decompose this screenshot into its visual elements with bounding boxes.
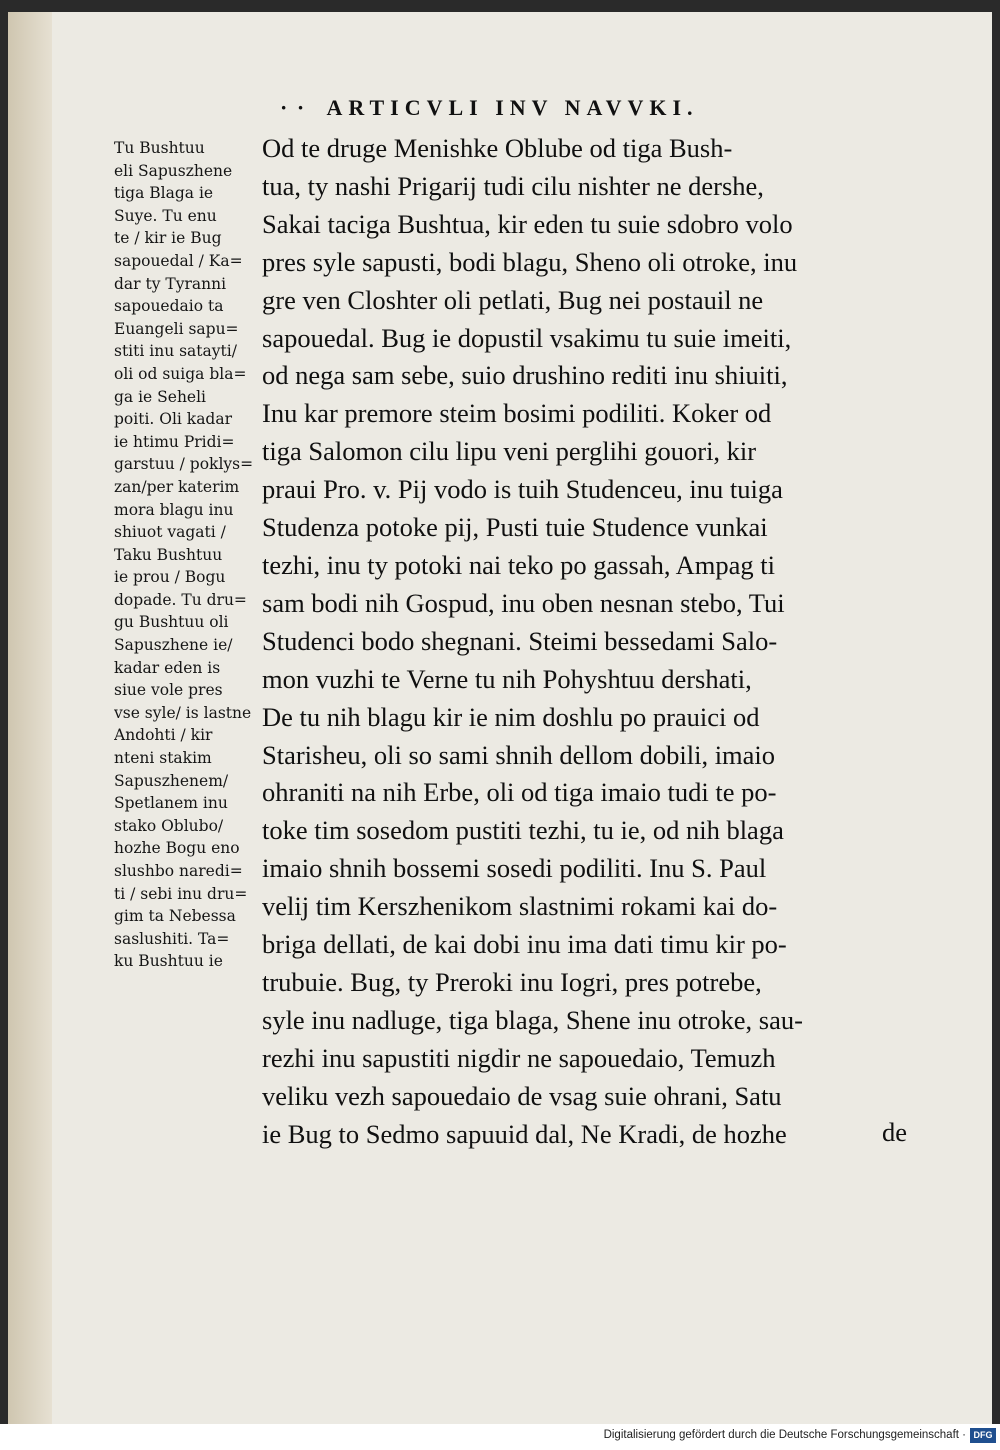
text-line: mon vuzhi te Verne tu nih Pohyshtuu dershati,: [262, 663, 752, 694]
header-title: ARTICVLI INV NAVVKI.: [326, 95, 699, 120]
gloss-line: sapouedal / Ka=: [114, 251, 243, 270]
gloss-line: nteni stakim: [114, 749, 212, 768]
gloss-line: ie prou / Bogu: [114, 568, 226, 587]
gloss-line: oli od suiga bla=: [114, 364, 247, 383]
gloss-line: Taku Bushtuu: [114, 545, 223, 564]
text-line: Od te druge Menishke Oblube od tiga Bush-: [262, 133, 733, 163]
gloss-line: saslushiti. Ta=: [114, 929, 230, 948]
running-header: [280, 95, 850, 121]
text-line: veliku vezh sapouedaio de vsag suie ohrani, Satu: [262, 1080, 782, 1111]
gloss-line: ti / sebi inu dru=: [114, 884, 248, 903]
text-line: syle inu nadluge, tiga blaga, Shene inu otroke, sau-: [262, 1004, 803, 1035]
gloss-line: gu Bushtuu oli: [114, 613, 229, 632]
gloss-line: sapouedaio ta: [114, 297, 224, 316]
gloss-line: stako Oblubo/: [114, 816, 224, 835]
text-line: trubuie. Bug, ty Preroki inu Iogri, pres potrebe,: [262, 966, 762, 997]
gloss-line: gim ta Nebessa: [114, 907, 236, 926]
text-line: imaio shnih bossemi sosedi podiliti. Inu S. Paul: [262, 853, 767, 884]
text-line: sapouedal. Bug ie dopustil vsakimu tu suie imeiti,: [262, 322, 792, 353]
main-text-column: [262, 130, 942, 1153]
text-line: tezhi, inu ty potoki nai teko po gassah, Ampag ti: [262, 549, 775, 580]
gloss-line: zan/per katerim: [114, 477, 240, 496]
text-line: Studenza potoke pij, Pusti tuie Studence vunkai: [262, 512, 768, 543]
gloss-line: shiuot vagati /: [114, 523, 226, 542]
text-line: Inu kar premore steim bosimi podiliti. Koker od: [262, 398, 772, 429]
dfg-logo: DFG: [970, 1428, 996, 1443]
text-line: velij tim Kerszhenikom slastnimi rokami kai do-: [262, 891, 778, 922]
text-line: rezhi inu sapustiti nigdir ne sapouedaio, Temuzh: [262, 1042, 776, 1073]
catchword: de: [882, 1117, 908, 1147]
gloss-line: stiti inu satayti/: [114, 342, 237, 361]
gloss-line: Sapuszhenem/: [114, 771, 229, 790]
text-line: ohraniti na nih Erbe, oli od tiga imaio tudi te po-: [262, 777, 777, 808]
gloss-line: Suye. Tu enu: [114, 206, 217, 225]
gloss-line: poiti. Oli kadar: [114, 410, 233, 429]
page-edge: [8, 12, 52, 1424]
gloss-line: ie htimu Pridi=: [114, 432, 235, 451]
gloss-line: tiga Blaga ie: [114, 184, 214, 203]
text-line: ie Bug to Sedmo sapuuid dal, Ne Kradi, de hozhe: [262, 1118, 787, 1149]
gloss-line: eli Sapuszhene: [114, 161, 233, 180]
text-line: gre ven Closhter oli petlati, Bug nei postauil ne: [262, 284, 764, 315]
gloss-line: garstuu / poklys=: [114, 455, 254, 474]
text-line: tiga Salomon cilu lipu veni perglihi gouori, kir: [262, 436, 757, 467]
gloss-line: siue vole pres: [114, 681, 223, 700]
gloss-line: mora blagu inu: [114, 500, 234, 519]
marginal-gloss: [114, 137, 264, 973]
gloss-line: dar ty Tyranni: [114, 274, 227, 293]
gloss-line: slushbo naredi=: [114, 862, 243, 880]
gloss-line: te / kir ie Bug: [114, 229, 222, 248]
gloss-line: ku Bushtuu ie: [114, 952, 223, 971]
gloss-line: kadar eden is: [114, 658, 221, 677]
gloss-line: Euangeli sapu=: [114, 319, 239, 338]
text-line: praui Pro. v. Pij vodo is tuih Studenceu, inu tuiga: [262, 474, 783, 505]
gloss-line: Spetlanem inu: [114, 794, 228, 813]
gloss-line: Sapuszhene ie/: [114, 636, 233, 655]
text-line: pres syle sapusti, bodi blagu, Sheno oli otroke, inu: [262, 246, 798, 277]
gloss-line: vse syle/ is lastne: [114, 703, 252, 722]
text-line: tua, ty nashi Prigarij tudi cilu nishter ne dershe,: [262, 170, 764, 201]
gloss-line: hozhe Bogu eno: [114, 839, 240, 858]
text-line: od nega sam sebe, suio drushino rediti inu shiuiti,: [262, 360, 788, 391]
gloss-line: Tu Bushtuu: [114, 139, 205, 157]
gloss-line: Andohti / kir: [114, 726, 213, 745]
gloss-line: ga ie Seheli: [114, 387, 207, 406]
text-line: Sakai taciga Bushtua, kir eden tu suie sdobro volo: [262, 208, 793, 239]
text-line: briga dellati, de kai dobi inu ima dati timu kir po-: [262, 929, 787, 960]
text-line: toke tim sosedom pustiti tezhi, tu ie, od nih blaga: [262, 815, 784, 846]
header-marks: · ·: [280, 95, 307, 120]
text-line: De tu nih blagu kir ie nim doshlu po prauici od: [262, 701, 760, 732]
footer-credit: Digitalisierung gefördert durch die Deutsche Forschungsgemeinschaft ·: [603, 1429, 966, 1441]
gloss-line: dopade. Tu dru=: [114, 590, 247, 609]
text-line: Studenci bodo shegnani. Steimi bessedami Salo-: [262, 625, 778, 656]
text-line: sam bodi nih Gospud, inu oben nesnan stebo, Tui: [262, 587, 785, 618]
text-line: Starisheu, oli so sami shnih dellom dobili, imaio: [262, 739, 776, 770]
